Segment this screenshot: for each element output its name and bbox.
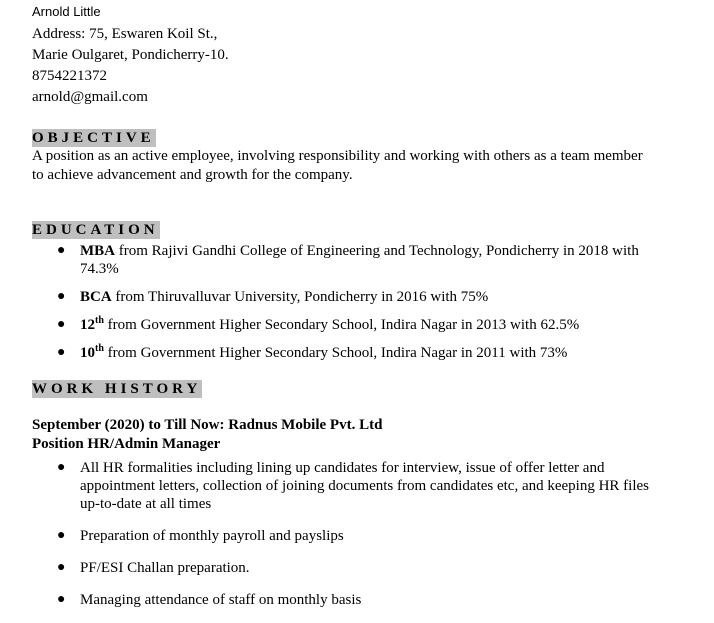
degree-label: 12 <box>80 317 95 333</box>
education-detail: from Government Higher Secondary School, Indira Nagar in 2013 with 62.5% <box>103 317 580 333</box>
bullet-icon: ● <box>57 243 66 258</box>
duty-item <box>32 459 702 513</box>
education-detail-cont: 74.3% <box>80 261 119 277</box>
degree-label: MBA <box>80 243 115 259</box>
degree-label: BCA <box>80 289 112 305</box>
bullet-icon: ● <box>57 592 66 607</box>
education-detail: from Thiruvalluvar University, Pondicherry in 2016 with 75% <box>111 289 489 305</box>
address-line-1: Address: 75, Eswaren Koil St., <box>32 26 218 42</box>
education-item-mba <box>32 242 702 278</box>
duty-text-cont: up-to-date at all times <box>80 496 212 512</box>
email-address: arnold@gmail.com <box>32 89 148 105</box>
bullet-icon: ● <box>57 345 66 360</box>
education-item-bca <box>32 288 702 306</box>
degree-suffix: th <box>95 343 104 354</box>
bullet-icon: ● <box>57 460 66 475</box>
education-item-10th <box>32 344 702 362</box>
duty-text: All HR formalities including lining up candidates for interview, issue of offer letter and <box>80 460 605 476</box>
education-section <box>32 221 702 362</box>
degree-suffix: th <box>95 315 104 326</box>
address-line-2: Marie Oulgaret, Pondicherry-10. <box>32 47 229 63</box>
bullet-icon: ● <box>57 317 66 332</box>
objective-line-1: A position as an active employee, involving responsibility and working with others as a team member <box>32 148 643 164</box>
objective-heading: OBJECTIVE <box>32 130 155 146</box>
education-heading: EDUCATION <box>32 222 159 238</box>
work-duties-list <box>32 459 702 609</box>
duty-text: Preparation of monthly payroll and payslips <box>80 528 344 544</box>
bullet-icon: ● <box>57 289 66 304</box>
contact-block <box>32 0 702 108</box>
work-position: Position HR/Admin Manager <box>32 436 221 452</box>
education-detail: from Rajivi Gandhi College of Engineering and Technology, Pondicherry in 2018 with <box>115 243 639 259</box>
bullet-icon: ● <box>57 528 66 543</box>
education-list <box>32 242 702 362</box>
objective-section <box>32 129 702 185</box>
candidate-name: Arnold Little <box>32 4 101 19</box>
education-item-12th <box>32 316 702 334</box>
degree-label: 10 <box>80 345 95 361</box>
duty-text: Managing attendance of staff on monthly basis <box>80 592 362 608</box>
duty-text: PF/ESI Challan preparation. <box>80 560 250 576</box>
duty-item <box>32 559 702 577</box>
work-history-section <box>32 380 702 609</box>
work-period: September (2020) to Till Now: Radnus Mobile Pvt. Ltd <box>32 417 383 433</box>
phone-number: 8754221372 <box>32 68 107 84</box>
duty-text-cont: appointment letters, collection of joining documents from candidates etc, and keeping HR files <box>80 478 650 494</box>
work-history-heading: WORK HISTORY <box>32 381 202 397</box>
duty-item <box>32 527 702 545</box>
bullet-icon: ● <box>57 560 66 575</box>
education-detail: from Government Higher Secondary School, Indira Nagar in 2011 with 73% <box>103 345 568 361</box>
duty-item <box>32 591 702 609</box>
objective-line-2: to achieve advancement and growth for the company. <box>32 167 353 183</box>
